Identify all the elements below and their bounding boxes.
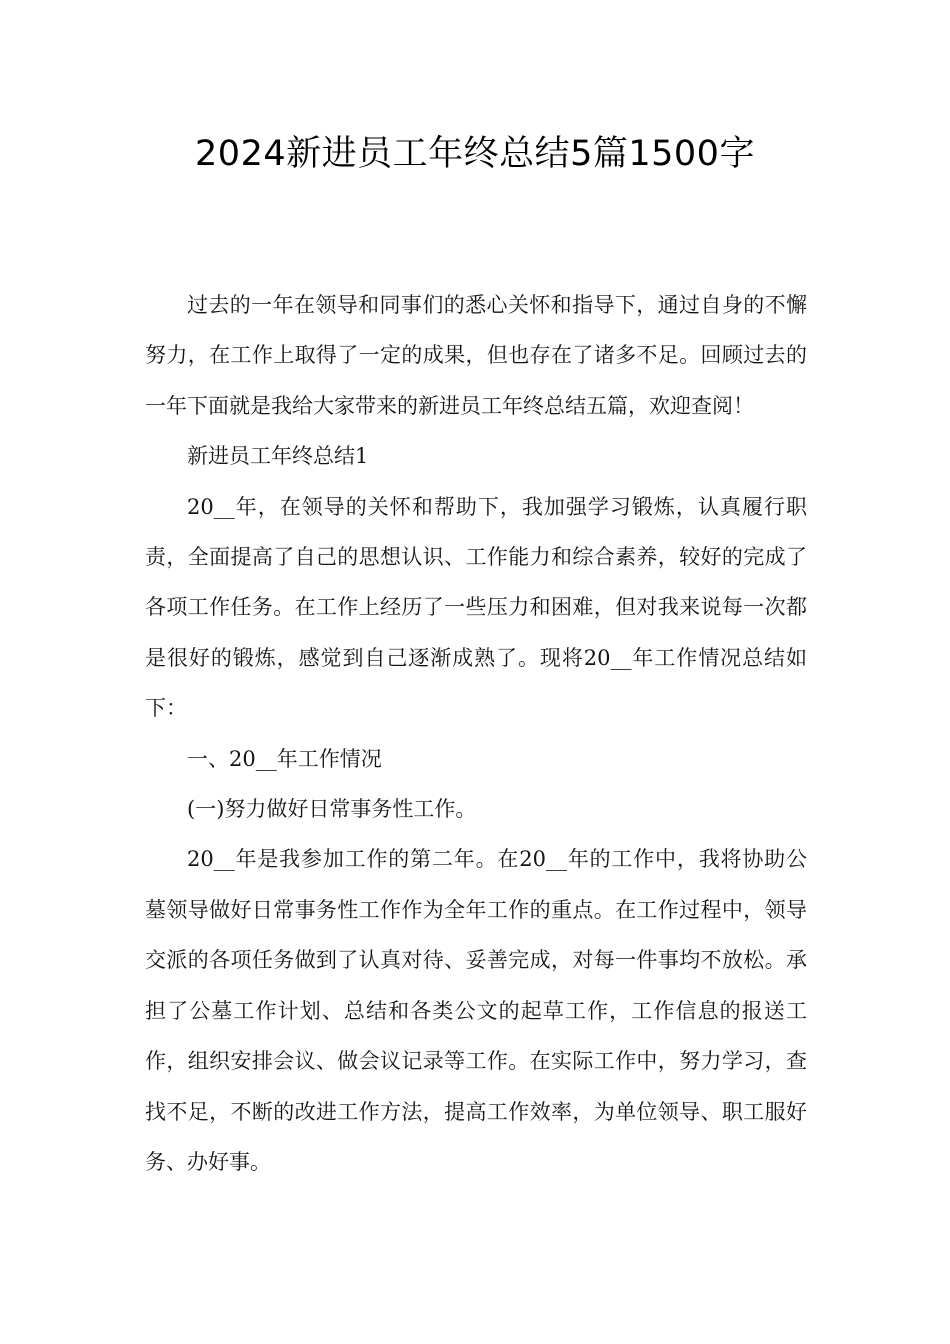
subheading: 一、20__年工作情况 [187, 746, 382, 771]
document-title: 2024新进员工年终总结5篇1500字 [195, 134, 755, 174]
section-heading: 新进员工年终总结1 [187, 444, 369, 469]
document-body [145, 280, 807, 1187]
intro-paragraph: 过去的一年在领导和同事们的悉心关怀和指导下，通过自身的不懈努力，在工作上取得了一定的成果，但也存在了诸多不足。回顾过去的一年下面就是我给大家带来的新进员工年终总结五篇，欢迎查阅！ [145, 293, 807, 418]
body-paragraph: 20__年是我参加工作的第二年。在20__年的工作中，我将协助公墓领导做好日常事务性工作作为全年工作的重点。在工作过程中，领导交派的各项任务做到了认真对待、妥善完成，对每一件事均不放松。承担了公墓工作计划、总结和各类公文的起草工作，工作信息的报送工作，组织安排会议、做会议记录等工作。在实际工作中，努力学习，查找不足，不断的改进工作方法，提高工作效率，为单位领导、职工服好务、办好事。 [145, 847, 807, 1174]
body-paragraph: 20__年，在领导的关怀和帮助下，我加强学习锻炼，认真履行职责，全面提高了自己的思想认识、工作能力和综合素养，较好的完成了各项工作任务。在工作上经历了一些压力和困难，但对我来说每一次都是很好的锻炼，感觉到自己逐渐成熟了。现将20__年工作情况总结如下： [145, 494, 807, 721]
subheading: (一)努力做好日常事务性工作。 [187, 797, 477, 822]
